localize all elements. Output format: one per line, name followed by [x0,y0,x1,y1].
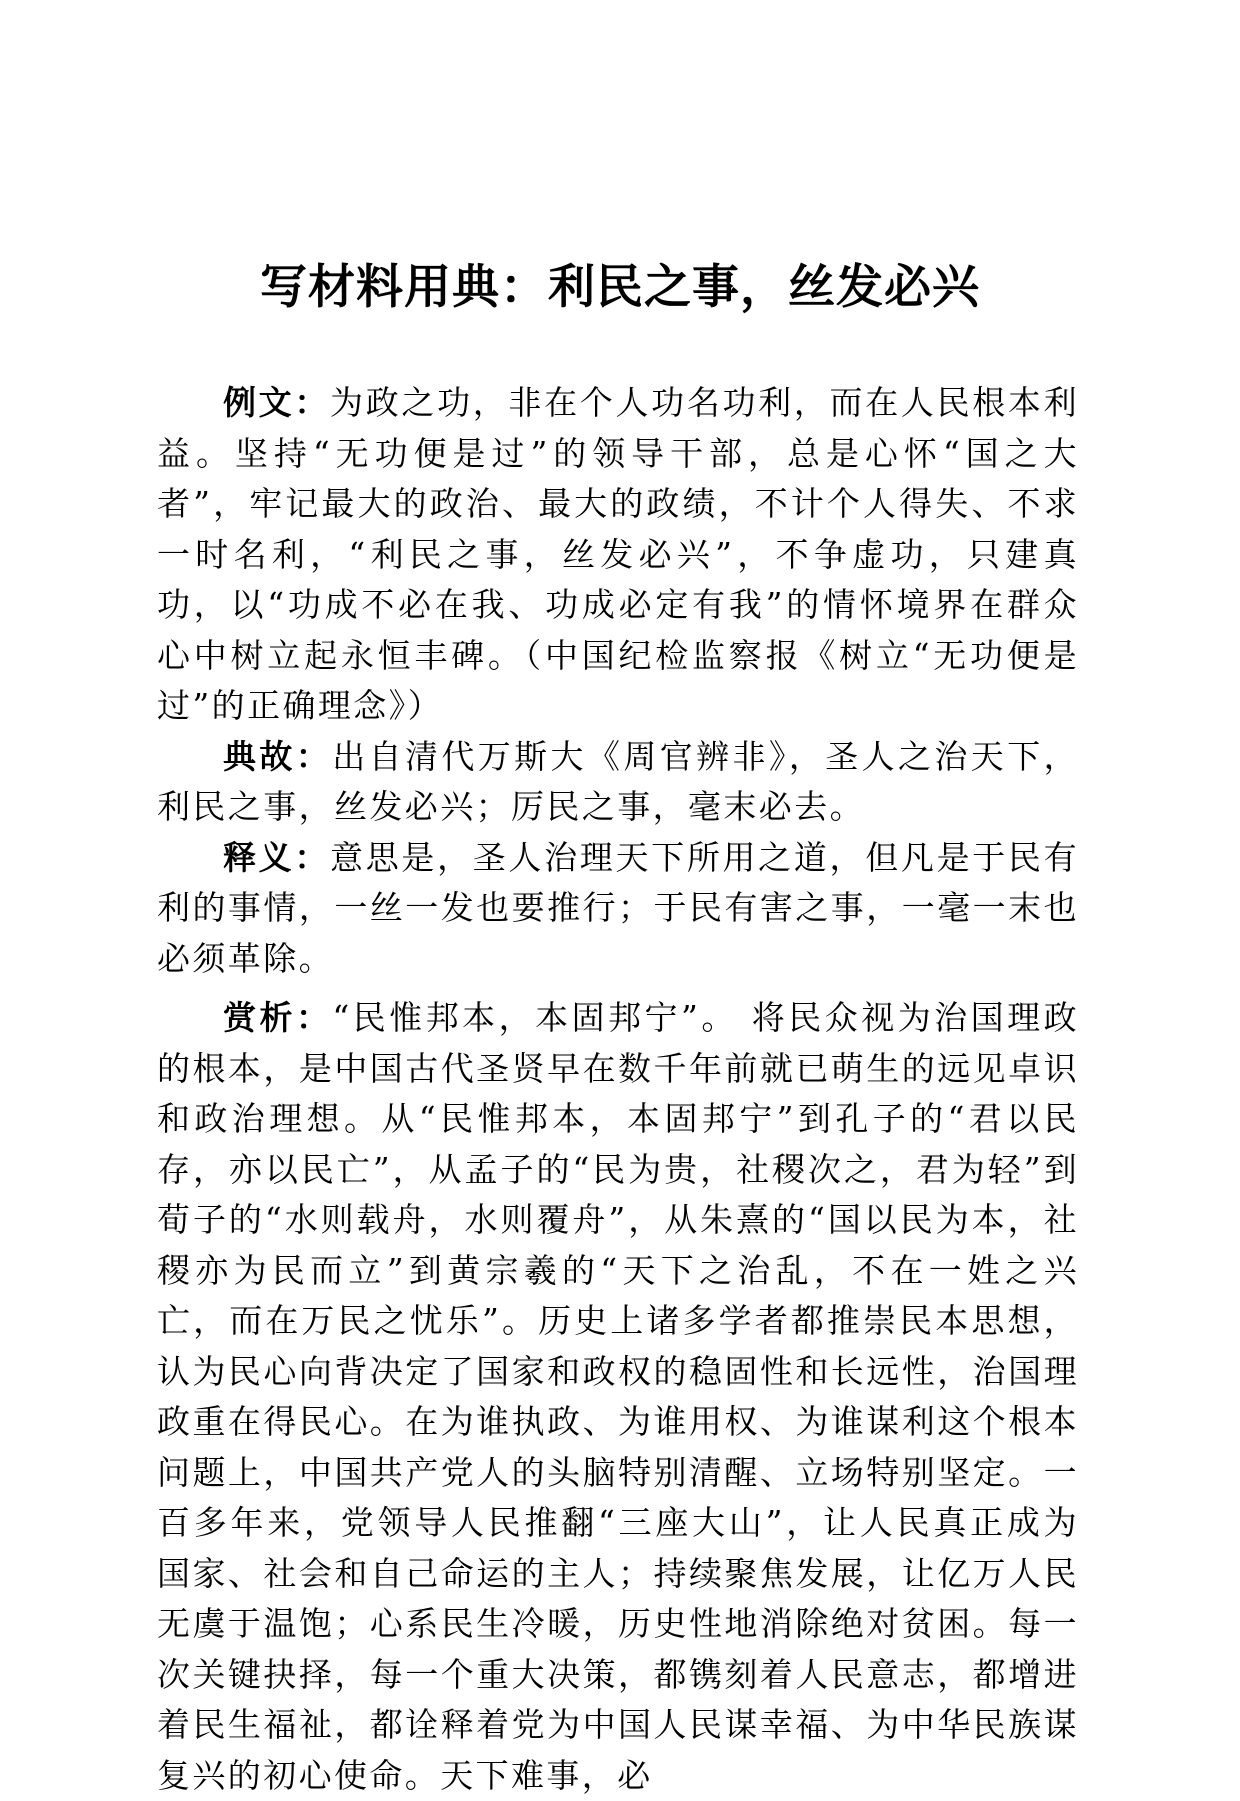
paragraph-label: 释义： [223,837,331,877]
document-title: 写材料用典：利民之事，丝发必兴 [260,260,980,315]
paragraph-label: 赏析： [223,998,333,1037]
paragraph-label: 例文： [223,383,331,422]
paragraph-example [157,378,1079,732]
paragraph-text: 意思是，圣人治理天下所用之道，但凡是于民有利的事情，一丝一发也要推行；于民有害之事，一毫一末也必须革除。 [157,837,1080,978]
paragraph-text: 为政之功，非在个人功名功利，而在人民根本利益。坚持“无功便是过”的领导干部，总是心怀“国之大者”，牢记最大的政治、最大的政绩，不计个人得失、不求一时名利，“利民之事，丝发必兴”，不争虚功，只建真功，以“功成不必在我、功成必定有我”的情怀境界在群众心中树立起永恒丰碑。（中国纪检监察报《树立“无功便是过”的正确理念》） [157,383,1080,725]
paragraph-allusion [157,732,1079,833]
paragraph-label: 典故： [223,736,333,776]
paragraph-text: 出自清代万斯大《周官辨非》，圣人之治天下，利民之事，丝发必兴；厉民之事，毫末必去。 [157,736,1079,826]
document-body [157,378,1079,1801]
paragraph-appreciation [157,993,1079,1801]
paragraph-definition [157,833,1079,985]
paragraph-text: “民惟邦本，本固邦宁”。 将民众视为治国理政的根本，是中国古代圣贤早在数千年前就已萌生的远见卓识和政治理想。从“民惟邦本，本固邦宁”到孔子的“君以民存，亦以民亡”，从孟子的“民为贵，社稷次之，君为轻”到荀子的“水则载舟，水则覆舟”，从朱熹的“国以民为本，社稷亦为民而立”到黄宗羲的“天下之治乱，不在一姓之兴亡，而在万民之忧乐”。历史上诸多学者都推崇民本思想，认为民心向背决定了国家和政权的稳固性和长远性，治国理政重在得民心。在为谁执政、为谁用权、为谁谋利这个根本问题上，中国共产党人的头脑特别清醒、立场特别坚定。一百多年来，党领导人民推翻“三座大山”，让人民真正成为国家、社会和自己命运的主人；持续聚焦发展，让亿万人民无虞于温饱；心系民生冷暖，历史性地消除绝对贫困。每一次关键抉择，每一个重大决策，都镌刻着人民意志，都增进着民生福祉，都诠释着党为中国人民谋幸福、为中华民族谋复兴的初心使命。天下难事，必 [157,998,1079,1795]
